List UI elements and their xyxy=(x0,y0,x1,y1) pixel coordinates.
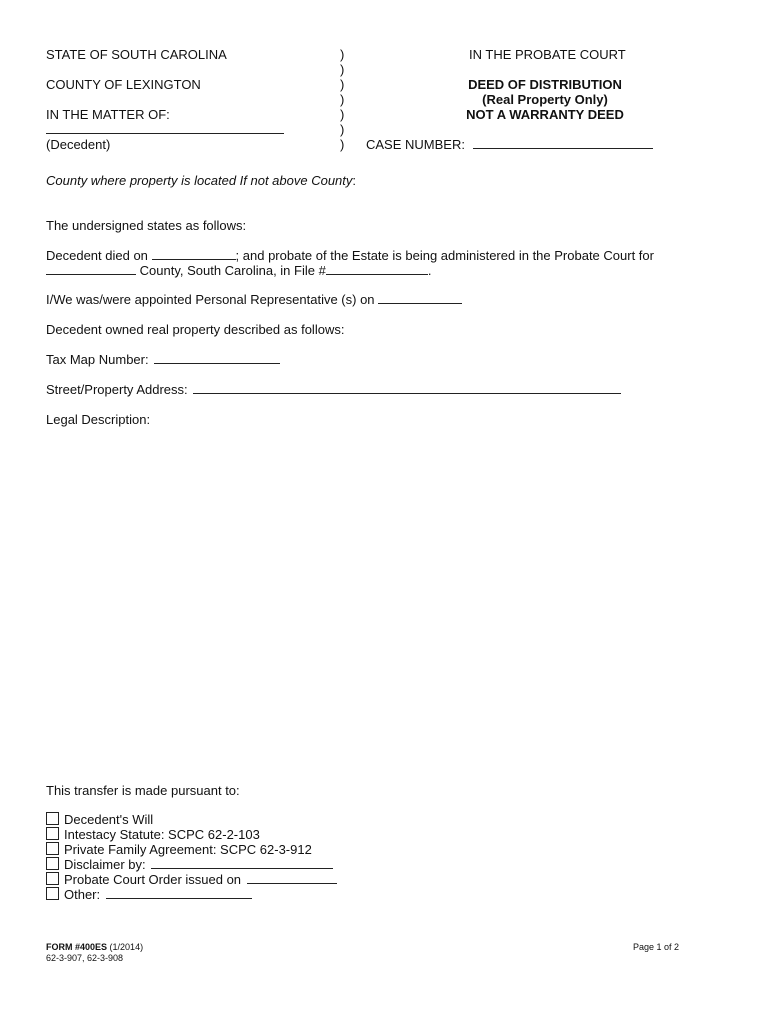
death-date-field[interactable] xyxy=(152,248,236,260)
appointed-label: I/We was/were appointed Personal Representative (s) on xyxy=(46,292,375,307)
caption-paren: ) xyxy=(340,47,345,62)
county-note-text: County where property is located If not above County xyxy=(46,173,353,188)
matter-heading: IN THE MATTER OF: xyxy=(46,107,170,122)
legal-description-area[interactable] xyxy=(46,432,676,772)
period: . xyxy=(427,263,432,278)
death-date-row xyxy=(46,248,654,263)
appointed-row xyxy=(46,292,462,307)
county-sc-label: County, South Carolina, in File # xyxy=(139,263,326,278)
option-label: Probate Court Order issued on xyxy=(64,872,242,887)
option-label: Other: xyxy=(64,887,101,902)
address-label: Street/Property Address: xyxy=(46,382,188,397)
form-id xyxy=(46,942,143,952)
county-file-row xyxy=(46,263,431,278)
document-title xyxy=(430,77,660,122)
case-number-row xyxy=(366,137,653,152)
court-order-date-field[interactable] xyxy=(247,872,337,884)
option-other[interactable] xyxy=(46,887,252,902)
address-field[interactable] xyxy=(193,382,621,394)
probate-text: ; and probate of the Estate is being administered in the Probate Court for xyxy=(235,248,654,263)
state-heading: STATE OF SOUTH CAROLINA xyxy=(46,47,227,62)
checkbox[interactable] xyxy=(46,842,59,855)
case-number-label: CASE NUMBER: xyxy=(366,137,465,152)
caption-paren: ) xyxy=(340,107,345,122)
county-note xyxy=(46,173,356,188)
court-heading: IN THE PROBATE COURT xyxy=(469,47,626,62)
disclaimer-field[interactable] xyxy=(151,857,333,869)
title-line-2: (Real Property Only) xyxy=(482,92,608,107)
option-intestacy[interactable] xyxy=(46,827,260,842)
option-label: Private Family Agreement: SCPC 62-3-912 xyxy=(64,842,312,857)
form-date: (1/2014) xyxy=(109,942,144,952)
checkbox[interactable] xyxy=(46,812,59,825)
address-row xyxy=(46,382,621,397)
probate-county-field[interactable] xyxy=(46,263,136,275)
checkbox[interactable] xyxy=(46,827,59,840)
file-number-field[interactable] xyxy=(326,263,428,275)
checkbox[interactable] xyxy=(46,887,59,900)
form-statutes: 62-3-907, 62-3-908 xyxy=(46,953,124,963)
case-number-field[interactable] xyxy=(473,137,653,149)
title-line-3: NOT A WARRANTY DEED xyxy=(466,107,624,122)
option-decedents-will[interactable] xyxy=(46,812,153,827)
option-disclaimer[interactable] xyxy=(46,857,333,872)
title-line-1: DEED OF DISTRIBUTION xyxy=(468,77,622,92)
option-label: Disclaimer by: xyxy=(64,857,146,872)
option-label: Intestacy Statute: SCPC 62-2-103 xyxy=(64,827,260,842)
transfer-heading: This transfer is made pursuant to: xyxy=(46,783,240,798)
option-court-order[interactable] xyxy=(46,872,337,887)
county-note-colon: : xyxy=(352,173,357,188)
option-label: Decedent's Will xyxy=(64,812,154,827)
checkbox[interactable] xyxy=(46,872,59,885)
owned-text: Decedent owned real property described as follows: xyxy=(46,322,345,337)
decedent-name-field[interactable] xyxy=(46,133,284,134)
option-family-agreement[interactable] xyxy=(46,842,312,857)
other-field[interactable] xyxy=(106,887,252,899)
decedent-label: (Decedent) xyxy=(46,137,111,152)
appointed-date-field[interactable] xyxy=(378,292,462,304)
tax-map-field[interactable] xyxy=(154,352,280,364)
tax-map-label: Tax Map Number: xyxy=(46,352,149,367)
died-on-label: Decedent died on xyxy=(46,248,148,263)
caption-paren: ) xyxy=(340,122,345,137)
page-number: Page 1 of 2 xyxy=(633,942,680,952)
legal-description-label: Legal Description: xyxy=(46,412,151,427)
caption-paren: ) xyxy=(340,62,345,77)
caption-paren: ) xyxy=(340,77,345,92)
checkbox[interactable] xyxy=(46,857,59,870)
form-number: FORM #400ES xyxy=(46,942,108,952)
tax-map-row xyxy=(46,352,280,367)
intro-text: The undersigned states as follows: xyxy=(46,218,247,233)
caption-paren: ) xyxy=(340,92,345,107)
county-heading: COUNTY OF LEXINGTON xyxy=(46,77,201,92)
caption-paren: ) xyxy=(340,137,345,152)
